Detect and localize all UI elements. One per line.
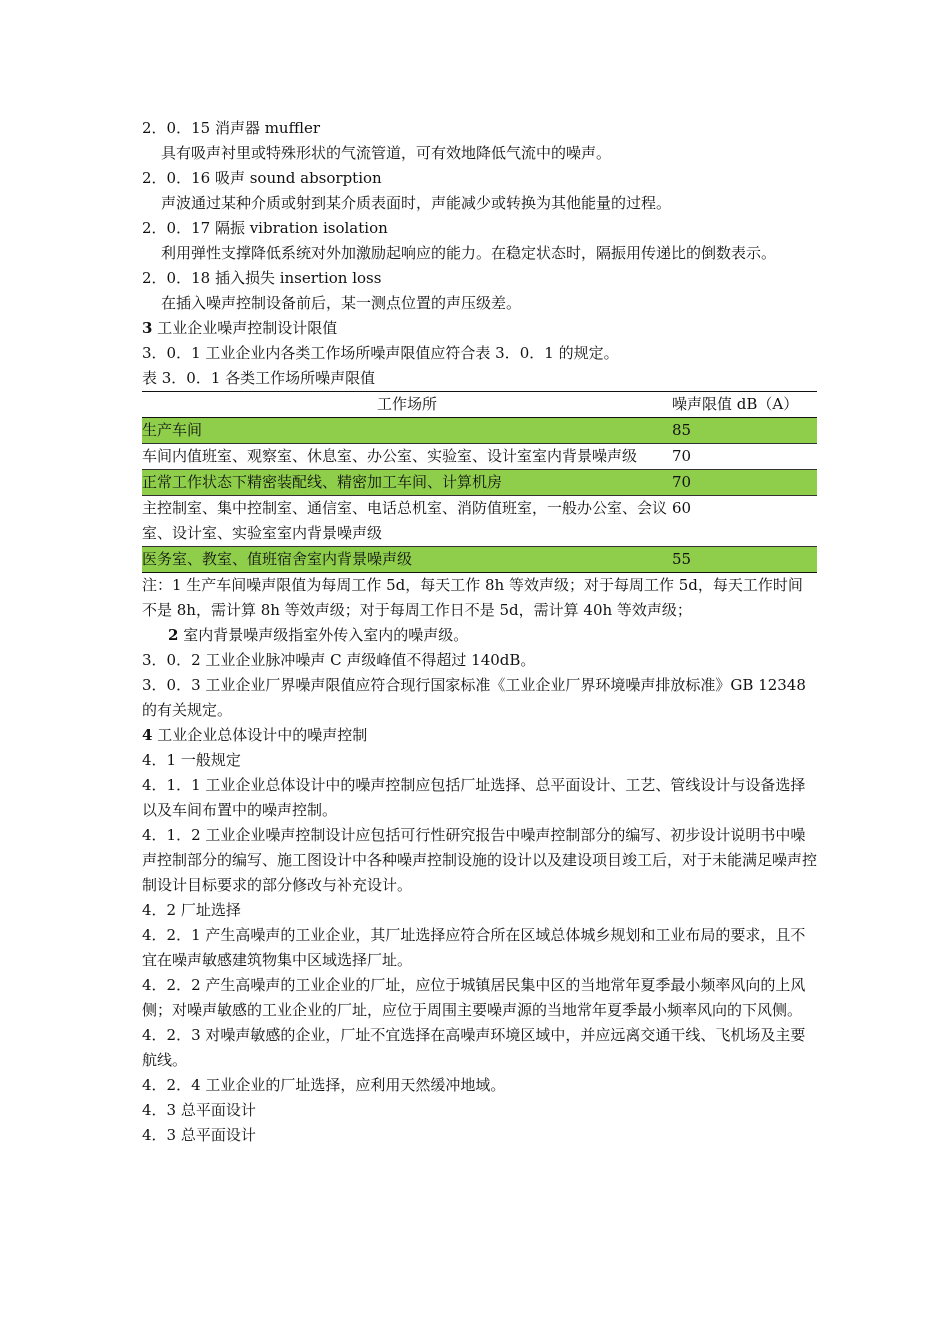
text-line: 3 工业企业噪声控制设计限值: [142, 319, 338, 337]
text-line: 在插入噪声控制设备前后，某一测点位置的声压级差。: [161, 294, 522, 312]
text-line: 具有吸声衬里或特殊形状的气流管道，可有效地降低气流中的噪声。: [161, 144, 612, 162]
table-header-row: [142, 392, 817, 418]
text-line: 4．3 总平面设计: [142, 1101, 256, 1119]
table-row: [142, 547, 817, 573]
table-row: [142, 470, 817, 496]
table-row: [142, 496, 817, 547]
document-body: [142, 116, 817, 1148]
text-line: 3．0．3 工业企业厂界噪声限值应符合现行国家标准《工业企业厂界环境噪声排放标准》GB 12348 的有关规定。: [142, 676, 806, 719]
text-line: 2 室内背景噪声级指室外传入室内的噪声级。: [168, 626, 469, 644]
text-line: 4．2．4 工业企业的厂址选择，应利用天然缓冲地域。: [142, 1076, 506, 1094]
table-cell-place: 正常工作状态下精密装配线、精密加工车间、计算机房: [142, 470, 672, 496]
table-cell-limit: 70: [672, 470, 817, 496]
text-line: 4 工业企业总体设计中的噪声控制: [142, 726, 368, 744]
text-line: 声波通过某种介质或射到某介质表面时，声能减少或转换为其他能量的过程。: [161, 194, 672, 212]
table-header-limit: 噪声限值 dB（A）: [672, 392, 817, 418]
table-cell-place: 主控制室、集中控制室、通信室、电话总机室、消防值班室，一般办公室、会议室、设计室、实验室室内背景噪声级: [142, 499, 668, 542]
text-line: 2．0．15 消声器 muffler: [142, 119, 321, 137]
text-line: 注：1 生产车间噪声限值为每周工作 5d，每天工作 8h 等效声级；对于每周工作 5d，每天工作时间不是 8h，需计算 8h 等效声级；对于每周工作日不是 5d，需计算 40h 等效声级；: [142, 576, 803, 619]
table-cell-limit: 55: [672, 547, 817, 573]
text-line: 4．2．3 对噪声敏感的企业，厂址不宜选择在高噪声环境区域中，并应远离交通干线、飞机场及主要航线。: [142, 1026, 806, 1069]
text-line: 4．3 总平面设计: [142, 1126, 256, 1144]
text-line: 4．2 厂址选择: [142, 901, 241, 919]
table-row: [142, 444, 817, 470]
text-line: 4．2．2 产生高噪声的工业企业的厂址，应位于城镇居民集中区的当地常年夏季最小频率风向的上风侧；对噪声敏感的工业企业的厂址，应位于周围主要噪声源的当地常年夏季最小频率风向的下风侧。: [142, 976, 806, 1019]
text-line: 2．0．18 插入损失 insertion loss: [142, 269, 382, 287]
text-line: 2．0．16 吸声 sound absorption: [142, 169, 382, 187]
text-line: 2．0．17 隔振 vibration isolation: [142, 219, 388, 237]
table-cell-limit: 70: [672, 447, 692, 465]
table-cell-limit: 60: [672, 499, 692, 517]
text-line: 利用弹性支撑降低系统对外加激励起响应的能力。在稳定状态时，隔振用传递比的倒数表示。: [161, 244, 777, 262]
text-line: 4．1 一般规定: [142, 751, 241, 769]
table-header-place: 工作场所: [142, 392, 672, 418]
text-line: 3．0．1 工业企业内各类工作场所噪声限值应符合表 3．0．1 的规定。: [142, 344, 619, 362]
table-row: [142, 418, 817, 444]
table-cell-place: 生产车间: [142, 418, 672, 444]
section-bottom-text: [142, 573, 817, 1148]
text-line: 表 3．0．1 各类工作场所噪声限值: [142, 369, 376, 387]
table-cell-limit: 85: [672, 418, 817, 444]
text-line: 4．1．1 工业企业总体设计中的噪声控制应包括厂址选择、总平面设计、工艺、管线设计与设备选择以及车间布置中的噪声控制。: [142, 776, 806, 819]
table-cell-place: 车间内值班室、观察室、休息室、办公室、实验室、设计室室内背景噪声级: [142, 447, 638, 465]
noise-limit-table: [142, 391, 817, 573]
section-top-text: [142, 116, 817, 391]
text-line: 3．0．2 工业企业脉冲噪声 C 声级峰值不得超过 140dB。: [142, 651, 536, 669]
text-line: 4．2．1 产生高噪声的工业企业，其厂址选择应符合所在区域总体城乡规划和工业布局的要求，且不宜在噪声敏感建筑物集中区域选择厂址。: [142, 926, 806, 969]
text-line: 4．1．2 工业企业噪声控制设计应包括可行性研究报告中噪声控制部分的编写、初步设计说明书中噪声控制部分的编写、施工图设计中各种噪声控制设施的设计以及建设项目竣工后，对于未能满足噪声控制设计目标要求的部分修改与补充设计。: [142, 826, 818, 894]
table-cell-place: 医务室、教室、值班宿舍室内背景噪声级: [142, 547, 672, 573]
